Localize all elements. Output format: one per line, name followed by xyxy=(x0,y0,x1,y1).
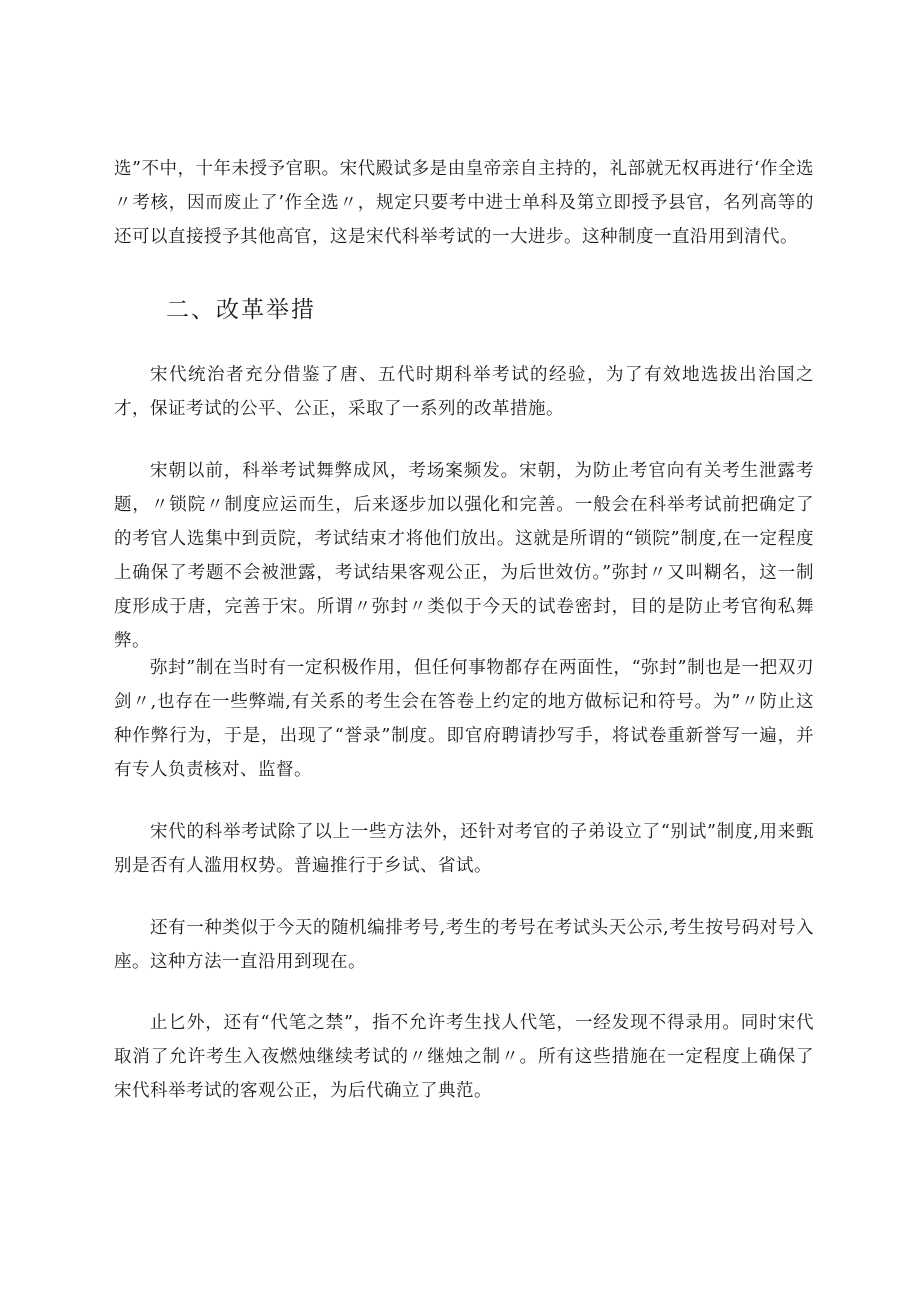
paragraph-3: 弥封”制在当时有一定积极作用，但任何事物都存在两面性，“弥封”制也是一把双刃剑〃,也存在一些弊端,有关系的考生会在答卷上约定的地方做标记和符号。为”〃防止这种作弊行为，于是，出现了“誉录”制度。即官府聘请抄写手，将试卷重新誉写一遍，并有专人负责核对、监督。 xyxy=(114,658,814,780)
paragraph-4: 宋代的科举考试除了以上一些方法外，还针对考官的子弟设立了“别试”制度,用来甄别是否有人滥用权势。普遍推行于乡试、省试。 xyxy=(114,822,814,876)
paragraph-5: 还有一种类似于今天的随机编排考号,考生的考号在考试头天公示,考生按号码对号入座。这种方法一直沿用到现在。 xyxy=(114,918,814,972)
paragraph-1: 宋代统治者充分借鉴了唐、五代时期科举考试的经验，为了有效地选拔出治国之才，保证考试的公平、公正，采取了一系列的改革措施。 xyxy=(114,365,814,419)
paragraph-2: 宋朝以前，科举考试舞弊成风，考场案频发。宋朝，为防止考官向有关考生泄露考题，〃锁院〃制度应运而生，后来逐步加以强化和完善。一般会在科举考试前把确定了的考官人选集中到贡院，考试结束才将他们放出。这就是所谓的“锁院”制度,在一定程度上确保了考题不会被泄露，考试结果客观公正，为后世效仿。”弥封〃又叫糊名，这一制度形成于唐，完善于宋。所谓〃弥封〃类似于今天的试卷密封，目的是防止考官徇私舞弊。 xyxy=(114,461,814,651)
paragraph-intro: 选”不中，十年未授予官职。宋代殿试多是由皇帝亲自主持的，礼部就无权再进行‘作全选〃考核，因而废止了’作全选〃，规定只要考中进士单科及第立即授予县官，名列高等的还可以直接授予其他高官，这是宋代科举考试的一大进步。这种制度一直沿用到清代。 xyxy=(114,159,814,247)
paragraph-6: 止匕外，还有“代笔之禁”，指不允许考生找人代笔，一经发现不得录用。同时宋代取消了允许考生入夜燃烛继续考试的〃继烛之制〃。所有这些措施在一定程度上确保了宋代科举考试的客观公正，为后代确立了典范。 xyxy=(114,1013,814,1101)
section-heading: 二、改革举措 xyxy=(166,297,316,323)
